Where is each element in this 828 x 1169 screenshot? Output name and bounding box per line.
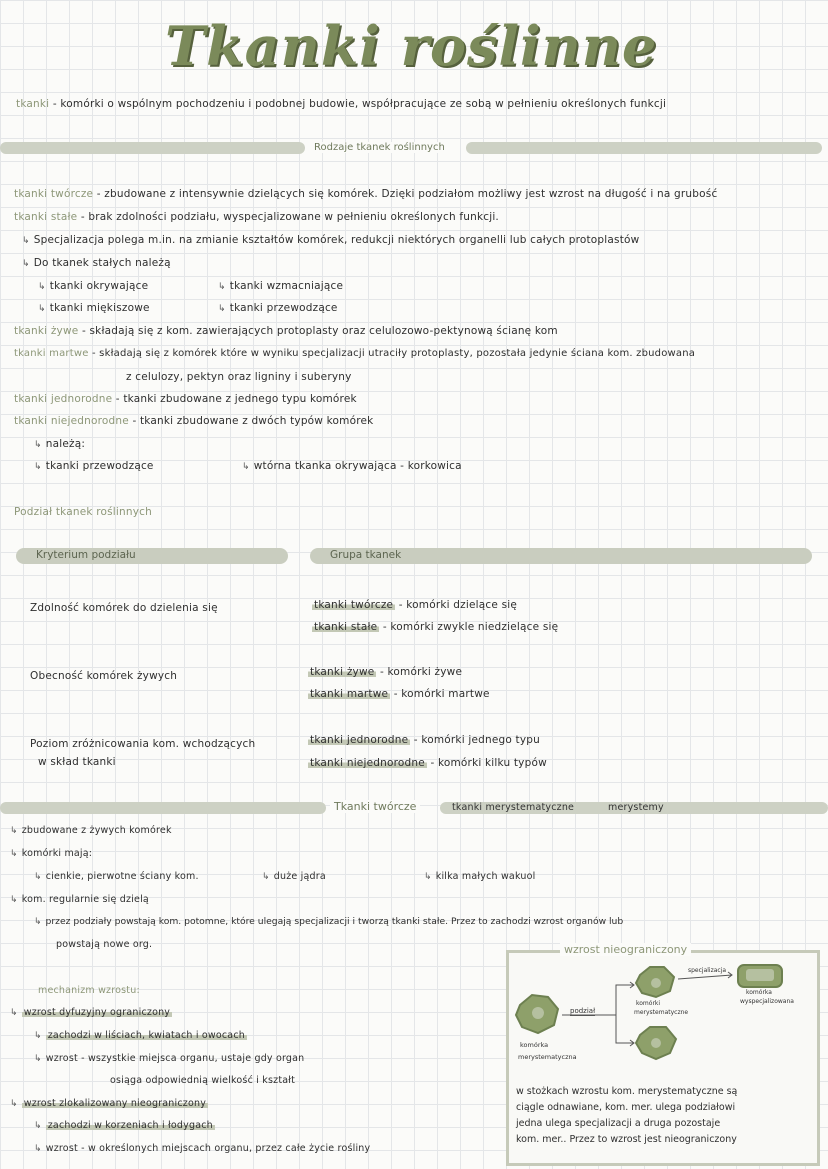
- text: cienkie, pierwotne ściany kom.: [45, 871, 199, 882]
- meristem-cell-icon: [516, 995, 558, 1033]
- line-tkanki-martwe: [14, 348, 695, 359]
- text: - składają się z kom. zawierających protoplasty oraz celulozowo-pektynową ścianę kom: [81, 325, 558, 337]
- group-line: [308, 666, 462, 678]
- column-label: Kryterium podziału: [36, 549, 136, 561]
- arrow-icon: ↳: [424, 872, 432, 882]
- arrow-icon: ↳: [242, 462, 250, 472]
- column-label: Grupa tkanek: [330, 549, 402, 561]
- arrow-icon: ↳: [34, 1121, 42, 1131]
- arrow-icon: ↳: [218, 304, 226, 314]
- definition-term: tkanki: [16, 98, 50, 110]
- label-meristem-cells-2: merystematyczne: [634, 1009, 689, 1016]
- text: przez podziały powstają kom. potomne, które ulegają specjalizacji i tworzą tkanki stałe. Przez to zachodzi wzrost organów lub: [45, 916, 624, 927]
- list-item: [218, 280, 343, 292]
- group-line: [312, 621, 558, 633]
- text: tkanki miękiszowe: [49, 302, 150, 314]
- text: zachodzi w korzeniach i łodygach: [47, 1120, 213, 1131]
- section3-header: Tkanki twórcze: [330, 800, 420, 813]
- criterion: Zdolność komórek do dzielenia się: [30, 602, 218, 614]
- term: tkanki martwe: [310, 688, 389, 700]
- group-line: [308, 757, 547, 769]
- arrow-icon: ↳: [22, 236, 30, 246]
- group-line: [312, 599, 517, 611]
- term: tkanki jednorodne: [14, 393, 113, 405]
- section-divider-left: [0, 142, 305, 154]
- list-item: [34, 1053, 304, 1064]
- arrow-icon: ↳: [10, 849, 18, 859]
- text: - komórki kilku typów: [430, 757, 547, 769]
- list-item: [424, 871, 535, 882]
- box-text-line: kom. mer.. Przez to wzrost jest nieograniczony: [516, 1134, 737, 1145]
- term: tkanki żywe: [14, 325, 79, 337]
- term: tkanki stałe: [314, 621, 378, 633]
- arrow-icon: ↳: [10, 895, 18, 905]
- line-tkanki-zywe: [14, 325, 558, 337]
- section3-subheader2: merystemy: [608, 802, 664, 813]
- group-line: [308, 688, 490, 700]
- arrow-icon: ↳: [34, 440, 42, 450]
- box-text-line: jedna ulega specjalizacji a druga pozostaje: [516, 1118, 721, 1129]
- text: - komórki żywe: [379, 666, 463, 678]
- group-line: [308, 734, 540, 746]
- text: wzrost dyfuzyjny ograniczony: [23, 1007, 171, 1018]
- text: wzrost zlokalizowany nieograniczony: [23, 1098, 207, 1109]
- criterion: Obecność komórek żywych: [30, 670, 178, 682]
- column-header-criterion: [16, 548, 288, 564]
- mechanism-label: mechanizm wzrostu:: [38, 985, 140, 996]
- section-divider-right: [466, 142, 822, 154]
- text: tkanki przewodzące: [45, 460, 154, 472]
- daughter-cell-top-icon: [636, 967, 674, 997]
- arrow-icon: ↳: [262, 872, 270, 882]
- list-item: [34, 1143, 370, 1154]
- list-item: [10, 825, 172, 836]
- term: tkanki stałe: [14, 211, 78, 223]
- list-item: [242, 460, 462, 472]
- arrow-icon: ↳: [34, 1054, 42, 1064]
- term: tkanki twórcze: [14, 188, 94, 200]
- text: tkanki przewodzące: [229, 302, 338, 314]
- page-title: Tkanki roślinne: [165, 14, 658, 78]
- text: tkanki wzmacniające: [229, 280, 344, 292]
- list-item: [34, 871, 199, 882]
- list-item-cont: osiąga odpowiednią wielkość i kształt: [110, 1075, 296, 1086]
- arrow-icon: ↳: [34, 1031, 42, 1041]
- section3-subheader: tkanki merystematyczne: [452, 802, 575, 813]
- list-item: [218, 302, 338, 314]
- text: kilka małych wakuol: [435, 871, 536, 882]
- label-division: podział: [570, 1007, 596, 1015]
- specialized-cell-icon: [738, 965, 782, 987]
- arrow-icon: ↳: [10, 1099, 18, 1109]
- list-item: [262, 871, 326, 882]
- text: - tkanki zbudowane z jednego typu komórek: [115, 393, 357, 405]
- arrow-icon: ↳: [22, 259, 30, 269]
- text: należą:: [45, 438, 86, 450]
- label-specialization: specjalizacja: [688, 967, 727, 974]
- text: - brak zdolności podziału, wyspecjalizowane w pełnieniu określonych funkcji.: [80, 211, 499, 223]
- text: kom. regularnie się dzielą: [21, 894, 149, 905]
- line-naleza: [34, 438, 85, 450]
- list-item: [34, 1030, 247, 1041]
- box-text-line: ciągle odnawiane, kom. mer. ulega podziałowi: [516, 1102, 736, 1113]
- list-item: [34, 460, 154, 472]
- text: zbudowane z żywych komórek: [21, 825, 172, 836]
- label-meristem-cell-2: merystematyczna: [518, 1053, 577, 1061]
- line-specjalizacja: [22, 234, 639, 246]
- cell-diagram: [506, 955, 814, 1085]
- list-item: [34, 1120, 215, 1131]
- label-meristem-cells: komórki: [636, 1000, 661, 1007]
- list-item: [10, 894, 149, 905]
- list-item: [38, 302, 150, 314]
- mechanism-diffuse: [10, 1007, 172, 1018]
- text: wzrost - w określonych miejscach organu, przez całe życie rośliny: [45, 1143, 371, 1154]
- arrow-icon: ↳: [34, 1144, 42, 1154]
- text: - tkanki zbudowane z dwóch typów komórek: [132, 415, 374, 427]
- arrow-icon: ↳: [34, 872, 42, 882]
- text: - komórki dzielące się: [398, 599, 518, 611]
- text: wzrost - wszystkie miejsca organu, ustaje gdy organ: [45, 1053, 305, 1064]
- section2-header: Podział tkanek roślinnych: [14, 506, 152, 518]
- text: komórki mają:: [21, 848, 93, 859]
- arrow-icon: ↳: [34, 462, 42, 472]
- text: - komórki zwykle niedzielące się: [382, 621, 559, 633]
- arrow-icon: ↳: [10, 826, 18, 836]
- text: - komórki martwe: [393, 688, 490, 700]
- definition-text: - komórki o wspólnym pochodzeniu i podobnej budowie, współpracujące ze sobą w pełnieniu określonych funkcji: [52, 98, 667, 110]
- term: tkanki twórcze: [314, 599, 394, 611]
- text: zachodzi w liściach, kwiatach i owocach: [47, 1030, 245, 1041]
- box-title: wzrost nieograniczony: [560, 943, 691, 956]
- list-item: [10, 848, 92, 859]
- column-header-group: [310, 548, 812, 564]
- text: Specjalizacja polega m.in. na zmianie kształtów komórek, redukcji niektórych organelli lub całych protoplastów: [33, 234, 640, 246]
- term: tkanki żywe: [310, 666, 375, 678]
- term: tkanki niejednorodne: [310, 757, 425, 769]
- text: Do tkanek stałych należą: [33, 257, 171, 269]
- line-do-tkanek: [22, 257, 171, 269]
- line-tkanki-tworcze: [14, 188, 717, 200]
- text: - komórki jednego typu: [413, 734, 540, 746]
- list-item: [38, 280, 148, 292]
- box-text: [516, 1084, 737, 1148]
- line-tkanki-stale: [14, 211, 499, 223]
- arrow-icon: ↳: [38, 282, 46, 292]
- list-item-cont: powstają nowe org.: [56, 939, 153, 950]
- term: tkanki niejednorodne: [14, 415, 129, 427]
- definition: [16, 98, 666, 110]
- line-tkanki-jednorodne: [14, 393, 357, 405]
- text: tkanki okrywające: [49, 280, 149, 292]
- label-meristem-cell: komórka: [520, 1041, 549, 1049]
- criterion-cont: w skład tkanki: [38, 756, 116, 768]
- box-text-line: w stożkach wzrostu kom. merystematyczne są: [516, 1086, 738, 1097]
- text: wtórna tkanka okrywająca - korkowica: [253, 460, 462, 472]
- label-specialized-cell-2: wyspecjalizowana: [740, 998, 794, 1005]
- line-tkanki-niejednorodne: [14, 415, 373, 427]
- section1-header: Rodzaje tkanek roślinnych: [310, 142, 449, 153]
- term: tkanki jednorodne: [310, 734, 409, 746]
- daughter-cell-bottom-icon: [636, 1027, 676, 1059]
- text: duże jądra: [273, 871, 326, 882]
- list-item: [34, 916, 623, 927]
- arrow-icon: ↳: [38, 304, 46, 314]
- criterion: Poziom zróżnicowania kom. wchodzących: [30, 738, 256, 750]
- label-specialized-cell: komórka: [746, 989, 772, 996]
- text: - składają się z komórek które w wyniku specjalizacji utraciły protoplasty, pozostała jedynie ściana kom. zbudowana: [91, 348, 696, 359]
- arrow-icon: ↳: [10, 1008, 18, 1018]
- arrow-icon: ↳: [34, 917, 42, 927]
- section-divider-left: [0, 802, 326, 814]
- arrow-icon: ↳: [218, 282, 226, 292]
- mechanism-localized: [10, 1098, 208, 1109]
- term: tkanki martwe: [14, 348, 89, 359]
- text: - zbudowane z intensywnie dzielących się komórek. Dzięki podziałom możliwy jest wzrost na długość i na grubość: [96, 188, 718, 200]
- line-tkanki-martwe-cont: z celulozy, pektyn oraz ligniny i suberyny: [126, 371, 352, 383]
